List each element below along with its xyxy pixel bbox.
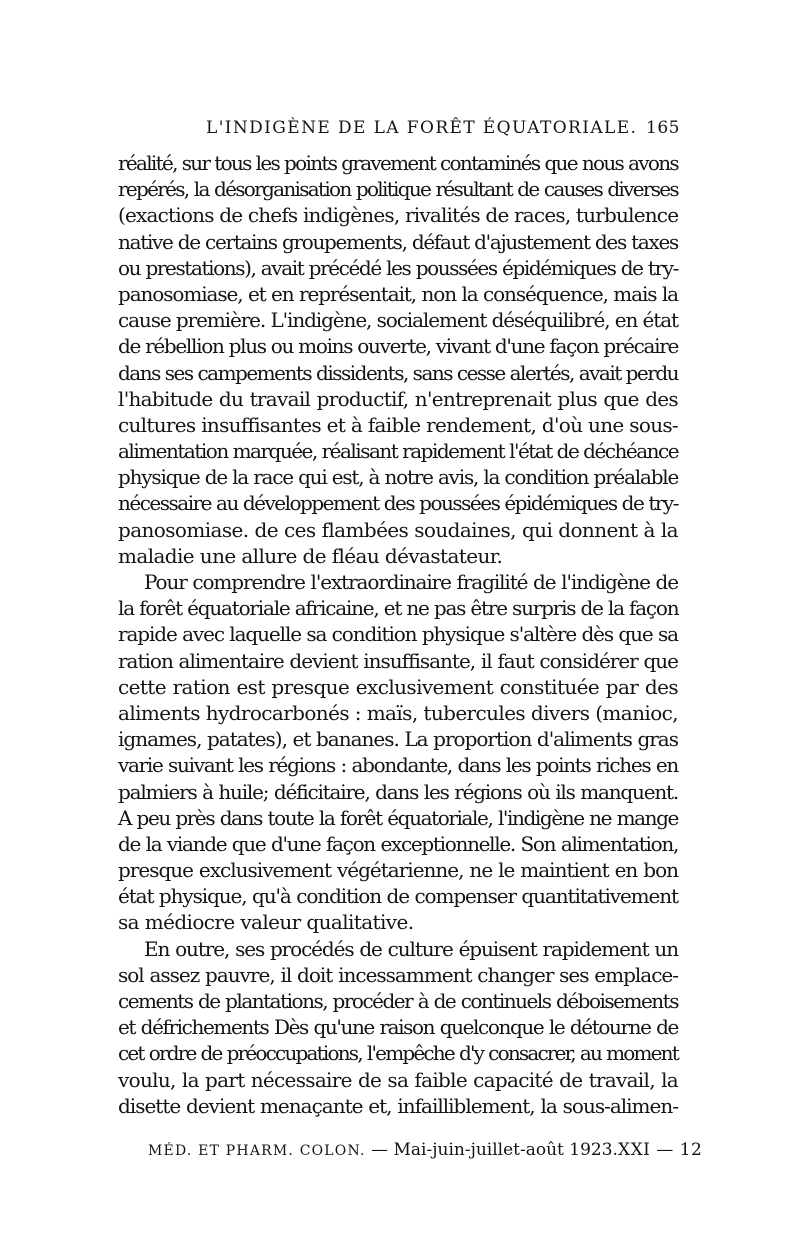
footer-date: — Mai-juin-juillet-août 1923. [371, 1140, 618, 1160]
text-line: réalité, sur tous les points gravement contaminés que nous avons [118, 151, 678, 175]
text-line: physique de la race qui est, à notre avis, la condition préalable [118, 465, 679, 490]
text-line: cet ordre de préoccupations, l'empêche d'y consacrer, au moment [118, 1041, 678, 1066]
signature-mark: XXI — 12 [617, 1140, 703, 1160]
page-number: 165 [646, 118, 680, 138]
text-line: cette ration est presque exclusivement constituée par des [118, 674, 678, 699]
text-line: sol assez pauvre, il doit incessamment changer ses emplace- [118, 962, 678, 987]
text-line: panosomiase, et en représentait, non la conséquence, mais la [118, 281, 678, 306]
footer [148, 1140, 703, 1160]
text-line: et défrichements Dès qu'une raison quelconque le détourne de [118, 1015, 678, 1040]
text-line: palmiers à huile; déficitaire, dans les régions où ils manquent. [118, 779, 678, 804]
text-line: disette devient menaçante et, infailliblement, la sous-alimen- [118, 1093, 678, 1118]
text-line: cultures insuffisantes et à faible rendement, d'où une sous- [118, 412, 678, 437]
body-text [118, 150, 678, 1119]
text-line: alimentation marquée, réalisant rapidement l'état de déchéance [118, 439, 679, 464]
text-line: cause première. L'indigène, socialement déséquilibré, en état [118, 308, 678, 333]
paragraph-end-line: maladie une allure de fléau dévastateur. [118, 543, 503, 568]
text-line: ration alimentaire devient insuffisante, il faut considérer que [118, 648, 678, 673]
text-line: de rébellion plus ou moins ouverte, vivant d'une façon précaire [118, 334, 679, 359]
footer-citation [148, 1140, 618, 1160]
text-line: panosomiase. de ces flambées soudaines, qui donnent à la [118, 517, 678, 542]
text-line: état physique, qu'à condition de compenser quantitativement [118, 884, 678, 909]
text-line: ou prestations), avait précédé les poussées épidémiques de try- [118, 255, 678, 280]
paragraph-start-line: Pour comprendre l'extraordinaire fragilité de l'indigène de [144, 570, 678, 594]
paragraph-start-line: En outre, ses procédés de culture épuisent rapidement un [144, 936, 678, 961]
text-line: aliments hydrocarbonés : maïs, tubercules divers (manioc, [118, 700, 678, 725]
running-title: L'INDIGÈNE DE LA FORÊT ÉQUATORIALE. [206, 118, 638, 138]
text-line: rapide avec laquelle sa condition physique s'altère dès que sa [118, 622, 678, 647]
text-line: la forêt équatoriale africaine, et ne pas être surpris de la façon [118, 596, 679, 621]
text-line: native de certains groupements, défaut d'ajustement des taxes [118, 229, 678, 254]
text-line: repérés, la désorganisation politique résultant de causes diverses [118, 177, 678, 202]
text-line: cements de plantations, procéder à de continuels déboisements [118, 989, 678, 1013]
text-line: A peu près dans toute la forêt équatoriale, l'indigène ne mange [118, 805, 678, 830]
text-line: presque exclusivement végétarienne, ne le maintient en bon [118, 858, 678, 883]
running-head [118, 118, 680, 142]
text-line: ignames, patates), et bananes. La proportion d'aliments gras [118, 727, 678, 752]
text-line: l'habitude du travail productif, n'entreprenait plus que des [118, 386, 678, 411]
text-line: voulu, la part nécessaire de sa faible capacité de travail, la [118, 1067, 678, 1092]
text-line: varie suivant les régions : abondante, dans les points riches en [118, 753, 678, 778]
text-line: de la viande que d'une façon exceptionnelle. Son alimentation, [118, 831, 678, 856]
text-line: (exactions de chefs indigènes, rivalités de races, turbulence [118, 203, 679, 228]
text-line: dans ses campements dissidents, sans cesse alertés, avait perdu [118, 360, 679, 385]
paragraph-end-line: sa médiocre valeur qualitative. [118, 910, 414, 935]
footer-source: MÉD. ET PHARM. COLON. [148, 1143, 366, 1159]
text-line: nécessaire au développement des poussées épidémiques de try- [118, 491, 678, 516]
